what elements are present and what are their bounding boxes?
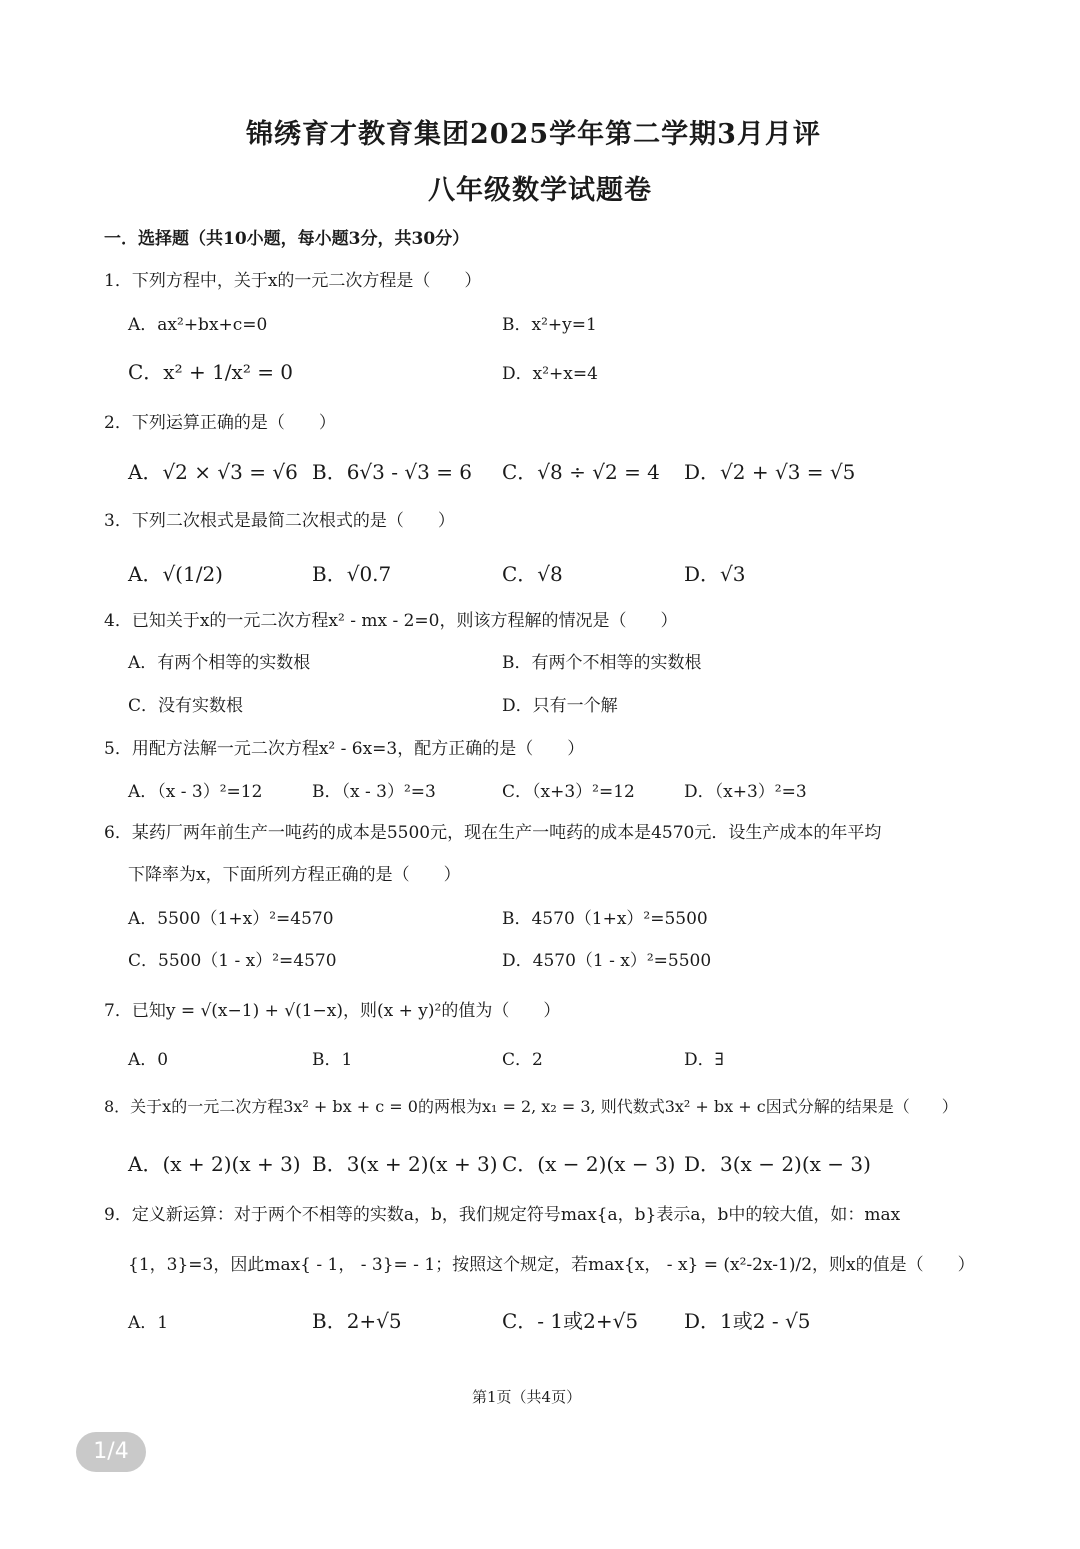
- question-3-stem: 3．下列二次根式是最简二次根式的是（ ）: [104, 511, 455, 531]
- question-9-option-c: C．- 1或2+√5: [502, 1309, 639, 1333]
- question-8-option-b: B．3(x + 2)(x + 3): [312, 1152, 498, 1176]
- question-4-option-c: C．没有实数根: [128, 696, 244, 716]
- question-3-option-c: C．√8: [502, 562, 563, 586]
- exam-title: 锦绣育才教育集团2025学年第二学期3月月评: [246, 119, 821, 150]
- question-9-stem-line1: 9．定义新运算：对于两个不相等的实数a，b，我们规定符号max{a，b}表示a，b中的较大值，如：max: [104, 1205, 901, 1225]
- question-4-stem: 4．已知关于x的一元二次方程x² - mx - 2=0，则该方程解的情况是（ ）: [104, 611, 678, 631]
- question-5-stem: 5．用配方法解一元二次方程x² - 6x=3，配方正确的是（ ）: [104, 739, 585, 759]
- question-4-option-a: A．有两个相等的实数根: [128, 653, 311, 673]
- question-7-option-b: B．1: [312, 1050, 353, 1070]
- question-7-stem: 7．已知y = √(x−1) + √(1−x)，则(x + y)²的值为（ ）: [104, 1001, 561, 1021]
- page-footer: 第1页（共4页）: [472, 1388, 582, 1406]
- question-2-option-c: C．√8 ÷ √2 = 4: [502, 460, 660, 484]
- question-9-option-d: D．1或2 - √5: [684, 1309, 811, 1333]
- question-7-option-d: D．∃: [684, 1050, 724, 1070]
- exam-subtitle: 八年级数学试题卷: [428, 175, 652, 206]
- question-4-option-d: D．只有一个解: [502, 696, 618, 716]
- question-1-option-d: D．x²+x=4: [502, 364, 598, 384]
- question-7-option-a: A．0: [128, 1050, 169, 1070]
- question-3-option-b: B．√0.7: [312, 562, 392, 586]
- question-6-option-c: C．5500（1 - x）²=4570: [128, 951, 337, 971]
- question-4-option-b: B．有两个不相等的实数根: [502, 653, 702, 673]
- question-1-option-c: C．x² + 1/x² = 0: [128, 360, 294, 384]
- question-1-option-b: B．x²+y=1: [502, 315, 597, 335]
- question-5-option-c: C．（x+3）²=12: [502, 782, 635, 802]
- question-3-option-d: D．√3: [684, 562, 746, 586]
- question-3-option-a: A．√(1/2): [128, 562, 223, 586]
- question-6-option-d: D．4570（1 - x）²=5500: [502, 951, 712, 971]
- question-9-option-a: A．1: [128, 1313, 169, 1333]
- question-5-option-d: D．（x+3）²=3: [684, 782, 807, 802]
- question-8-option-d: D．3(x − 2)(x − 3): [684, 1152, 871, 1176]
- question-6-option-b: B．4570（1+x）²=5500: [502, 909, 708, 929]
- question-2-option-b: B．6√3 - √3 = 6: [312, 460, 473, 484]
- question-2-stem: 2．下列运算正确的是（ ）: [104, 413, 336, 433]
- question-9-stem-line2: {1，3}=3，因此max{ - 1， - 3}= - 1；按照这个规定，若max{x， - x} = (x²-2x-1)/2，则x的值是（ ）: [128, 1255, 975, 1275]
- question-8-option-a: A．(x + 2)(x + 3): [128, 1152, 301, 1176]
- question-7-option-c: C．2: [502, 1050, 543, 1070]
- question-6-stem-line1: 6．某药厂两年前生产一吨药的成本是5500元，现在生产一吨药的成本是4570元．设生产成本的年平均: [104, 823, 882, 843]
- question-6-option-a: A．5500（1+x）²=4570: [128, 909, 334, 929]
- question-8-stem: 8．关于x的一元二次方程3x² + bx + c = 0的两根为x₁ = 2, x₂ = 3, 则代数式3x² + bx + c因式分解的结果是（ ）: [104, 1097, 958, 1116]
- section-heading: 一．选择题（共10小题，每小题3分，共30分）: [104, 229, 470, 249]
- question-9-option-b: B．2+√5: [312, 1309, 402, 1333]
- question-6-stem-line2: 下降率为x，下面所列方程正确的是（ ）: [128, 865, 461, 885]
- question-2-option-d: D．√2 + √3 = √5: [684, 460, 856, 484]
- question-1-stem: 1．下列方程中，关于x的一元二次方程是（ ）: [104, 271, 482, 291]
- question-1-option-a: A．ax²+bx+c=0: [128, 315, 268, 335]
- question-2-option-a: A．√2 × √3 = √6: [128, 460, 298, 484]
- question-5-option-a: A．（x - 3）²=12: [128, 782, 263, 802]
- page-indicator[interactable]: 1/4: [76, 1432, 146, 1472]
- question-5-option-b: B．（x - 3）²=3: [312, 782, 436, 802]
- question-8-option-c: C．(x − 2)(x − 3): [502, 1152, 676, 1176]
